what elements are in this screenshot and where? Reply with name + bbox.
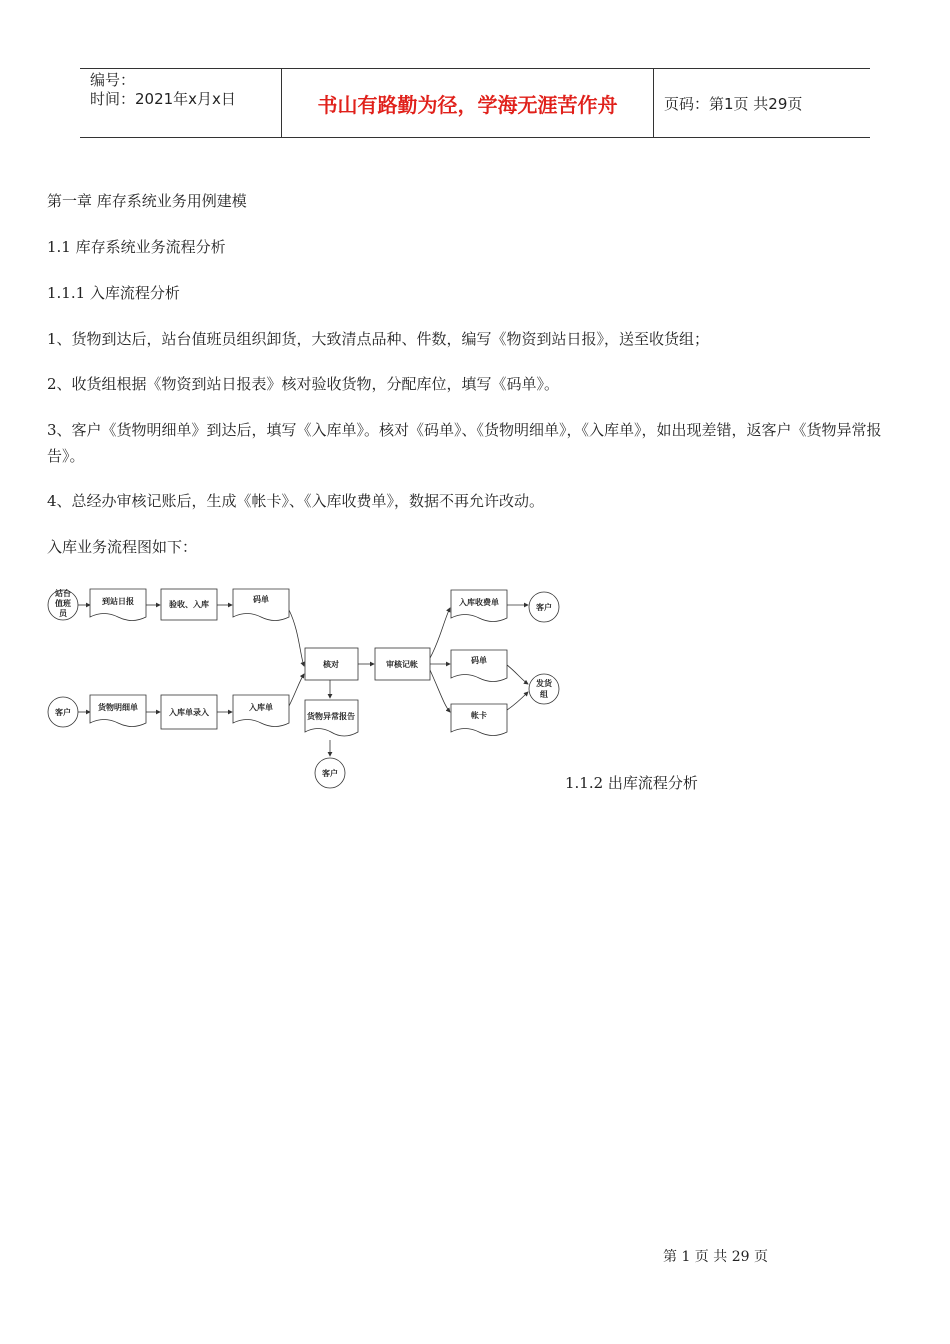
page-footer: 第 1 页 共 29 页 — [663, 1249, 768, 1265]
step-2: 2、收货组根据《物资到站日报表》核对验收货物，分配库位，填写《码单》。 — [47, 375, 560, 393]
page-label: 页码：第1页 共29页 — [664, 94, 803, 113]
step-1: 1、货物到达后，站台值班员组织卸货，大致清点品种、件数，编写《物资到站日报》，送至收货组； — [47, 330, 710, 348]
node-station-2: 值班 — [55, 599, 71, 608]
node-fee-sheet: 入库收费单 — [459, 598, 499, 607]
page-header — [80, 68, 870, 138]
inbound-flowchart — [44, 580, 574, 800]
header-left-cell — [80, 69, 280, 137]
diagram-intro: 入库业务流程图如下： — [47, 538, 198, 556]
step-3: 3、客户《货物明细单》到达后，填写《入库单》。核对《码单》、《货物明细单》，《入库单》，如出现差错，返客户《货物异常报告》。 — [47, 421, 882, 465]
node-account-card: 帐卡 — [471, 711, 487, 720]
node-station-3: 员 — [59, 609, 67, 618]
step-4: 4、总经办审核记账后，生成《帐卡》、《入库收费单》，数据不再允许改动。 — [47, 492, 545, 510]
node-exception-report: 货物异常报告 — [307, 712, 355, 721]
number-label: 编号： — [90, 71, 136, 89]
node-goods-detail: 货物明细单 — [98, 703, 138, 712]
node-inspect: 验收、入库 — [169, 600, 209, 609]
section-1-1-1: 1.1.1 入库流程分析 — [47, 284, 180, 302]
time-label: 时间：2021年x月x日 — [90, 90, 236, 108]
node-code-sheet-1: 码单 — [253, 595, 269, 604]
node-inbound-sheet: 入库单 — [249, 703, 273, 712]
section-1-1: 1.1 库存系统业务流程分析 — [47, 238, 226, 256]
node-shipping-2: 组 — [540, 690, 548, 699]
node-customer-3: 客户 — [322, 769, 338, 778]
node-station-1: 站台 — [55, 589, 71, 598]
node-audit: 审核记帐 — [386, 660, 418, 669]
node-customer-2: 客户 — [536, 603, 552, 612]
node-daily-report: 到站日报 — [102, 597, 134, 606]
chapter-title: 第一章 库存系统业务用例建模 — [47, 192, 247, 210]
node-check: 核对 — [323, 660, 339, 669]
node-entry-input: 入库单录入 — [169, 708, 209, 717]
node-customer-1: 客户 — [55, 708, 71, 717]
section-1-1-2: 1.1.2 出库流程分析 — [565, 774, 698, 792]
node-code-sheet-2: 码单 — [471, 656, 487, 665]
motto: 书山有路勤为径，学海无涯苦作舟 — [281, 69, 654, 137]
node-shipping-1: 发货 — [536, 679, 552, 688]
